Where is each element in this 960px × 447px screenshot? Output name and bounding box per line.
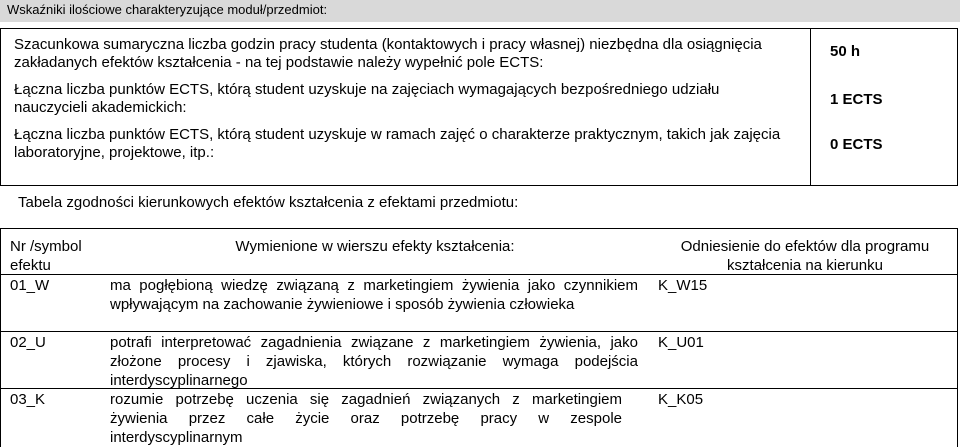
- section-header-bar: [0, 0, 960, 22]
- table-row-ref: K_W15: [658, 277, 708, 294]
- ects-row-2-value: 1 ECTS: [830, 91, 883, 108]
- ects-row-3-value: 0 ECTS: [830, 136, 883, 153]
- table2-header-ref: Odniesienie do efektów dla programu kształcenia na kierunku: [680, 238, 930, 274]
- table2-left-border: [0, 228, 1, 447]
- table-row-desc: rozumie potrzebę uczenia się zagadnień związanych z marketingiem żywienia przez całe życie oraz potrzebę pracy w zespole interdyscyplinarnym: [110, 391, 622, 446]
- ects-row-2-label: Łączna liczba punktów ECTS, którą student uzyskuje na zajęciach wymagających bezpośredniego udziału nauczycieli akademickich:: [14, 81, 720, 116]
- table-row-desc: ma pogłębioną wiedzę związaną z marketingiem żywienia jako czynnikiem wpływającym na zachowanie żywieniowe i sposób żywienia człowieka: [110, 277, 638, 313]
- table-row-ref: K_K05: [658, 391, 704, 408]
- ects-box-divider: [810, 28, 811, 186]
- table-row-ref: K_U01: [658, 334, 704, 351]
- ects-row-3-label: Łączna liczba punktów ECTS, którą student uzyskuje w ramach zajęć o charakterze praktycznym, takich jak zajęcia laboratoryjne, projektowe, itp.:: [14, 126, 781, 161]
- table2-title: Tabela zgodności kierunkowych efektów kształcenia z efektami przedmiotu:: [18, 194, 519, 211]
- table2-row-border: [0, 331, 958, 332]
- ects-row-1-value: 50 h: [830, 43, 861, 60]
- table2-right-border: [957, 228, 958, 447]
- table2-header-id: Nr /symbol efektu: [10, 238, 82, 274]
- section-title: Wskaźniki ilościowe charakteryzujące moduł/przedmiot:: [7, 2, 328, 17]
- table-row-desc: potrafi interpretować zagadnienia związane z marketingiem żywienia, jako złożone procesy i zjawiska, których rozwiązanie wymaga podejścia interdyscyplinarnego: [110, 334, 638, 389]
- table2-top-border: [0, 228, 958, 229]
- table-row-id: 01_W: [10, 277, 50, 294]
- table-row-id: 03_K: [10, 391, 46, 408]
- table-row-id: 02_U: [10, 334, 46, 351]
- ects-row-1-label: Szacunkowa sumaryczna liczba godzin pracy studenta (kontaktowych i pracy własnej) niezbędna dla osiągnięcia zakładanych efektów kształcenia - na tej podstawie należy wypełnić pole ECTS:: [14, 36, 762, 71]
- table2-header-desc: Wymienione w wierszu efekty kształcenia:: [235, 238, 515, 255]
